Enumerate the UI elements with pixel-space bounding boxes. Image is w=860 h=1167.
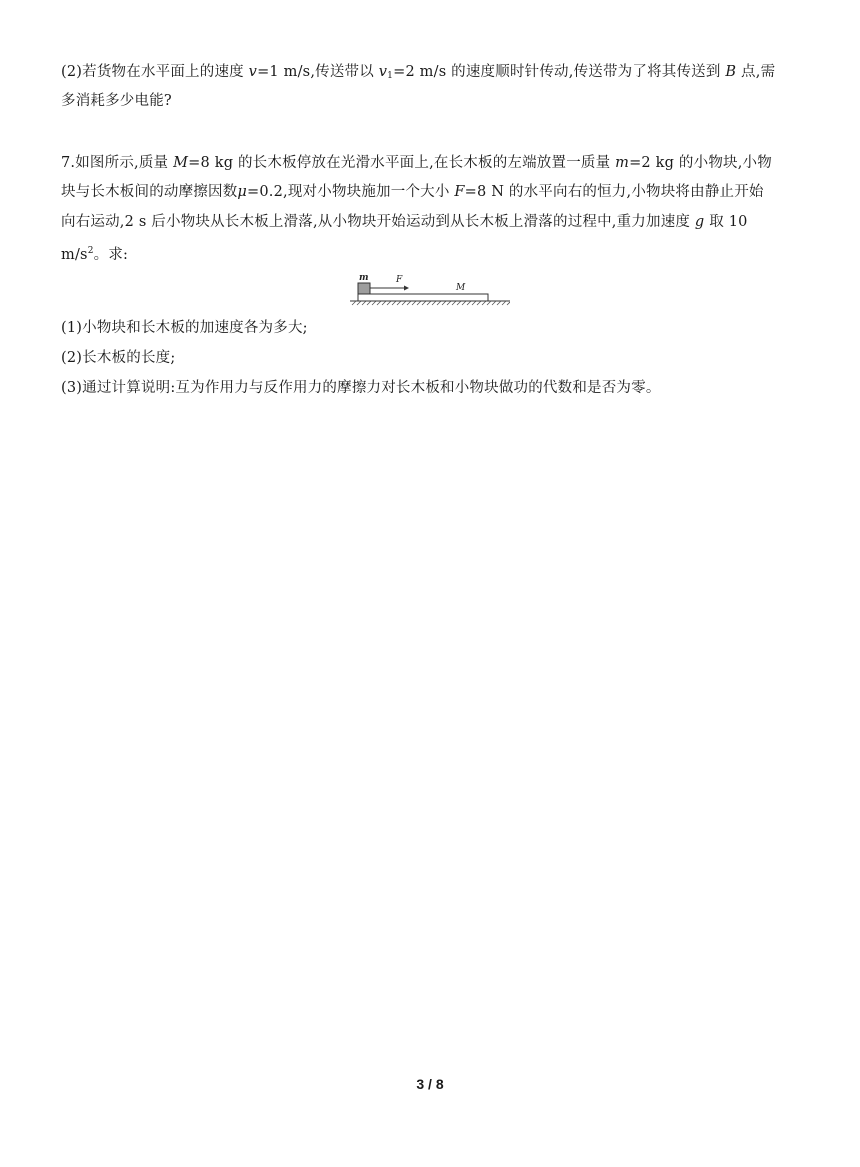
text-run: =2 m/s 的速度顺时针传动,传送带为了将其传送到	[393, 64, 726, 80]
text-run: m/s	[61, 247, 88, 263]
q6-part2-line1	[61, 62, 775, 86]
board-label: M	[456, 283, 466, 293]
superscript: 2	[87, 246, 94, 256]
q7-stem-line1	[61, 153, 772, 173]
var-mu: μ	[237, 184, 248, 200]
ground-hatching	[352, 301, 510, 305]
text-run: =2 kg 的小物块,小物	[629, 155, 772, 171]
q7-stem-line4	[61, 241, 128, 265]
text-run: (2)若货物在水平面上的速度	[61, 64, 249, 80]
q7-stem-line2	[61, 182, 764, 202]
var-g: g	[694, 214, 705, 230]
text-run: 点,需	[736, 64, 776, 80]
q6-part2-line2: 多消耗多少电能?	[61, 93, 172, 109]
q7-stem-line3	[61, 212, 748, 232]
text-run: =1 m/s,传送带以	[257, 64, 379, 80]
subscript: 1	[387, 71, 394, 81]
text-run: =8 N 的水平向右的恒力,小物块将由静止开始	[464, 184, 764, 200]
text-run: 7.如图所示,质量	[61, 155, 174, 171]
text-run: 取 10	[704, 214, 748, 230]
var-v: v	[248, 64, 258, 80]
long-board	[358, 294, 488, 301]
q7-sub2: (2)长木板的长度;	[61, 350, 176, 366]
q7-sub1: (1)小物块和长木板的加速度各为多大;	[61, 320, 308, 336]
block-label: m	[359, 273, 369, 283]
force-arrow-head	[404, 286, 409, 291]
force-label: F	[396, 275, 403, 285]
var-M: M	[173, 155, 189, 171]
text-run: 块与长木板间的动摩擦因数	[61, 184, 238, 200]
text-run: =0.2,现对小物块施加一个大小	[247, 184, 455, 200]
small-block	[358, 283, 370, 294]
text-run: 。求:	[93, 247, 129, 263]
text-run: 向右运动,2 s 后小物块从长木板上滑落,从小物块开始运动到从长木板上滑落的过程中,重力加速度	[61, 214, 695, 230]
var-v1: v	[378, 64, 388, 80]
var-F: F	[454, 184, 465, 200]
var-B: B	[725, 64, 737, 80]
text-run: =8 kg 的长木板停放在光滑水平面上,在长木板的左端放置一质量	[188, 155, 616, 171]
var-m: m	[615, 155, 630, 171]
block-on-board-figure	[350, 270, 510, 306]
q7-sub3: (3)通过计算说明:互为作用力与反作用力的摩擦力对长木板和小物块做功的代数和是否为零。	[61, 380, 661, 396]
page-number: 3 / 8	[416, 1076, 444, 1092]
